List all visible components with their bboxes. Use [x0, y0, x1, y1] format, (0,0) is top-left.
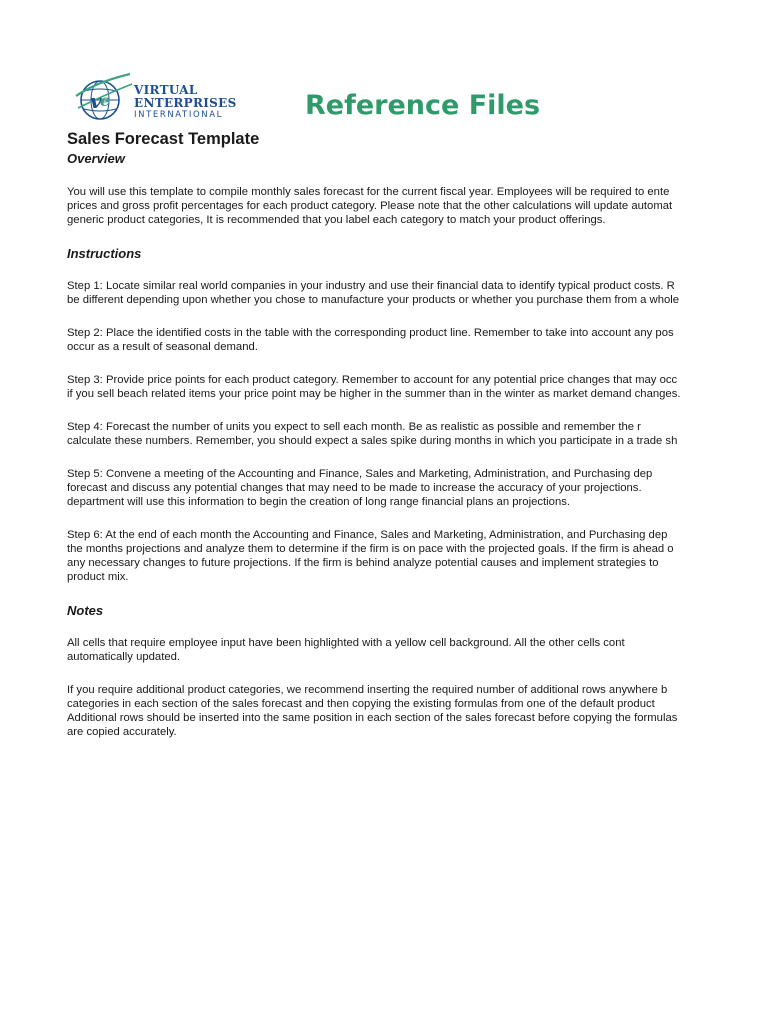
text-line: categories in each section of the sales forecast and then copying the existing formulas from one of the default product — [67, 698, 655, 710]
instructions-heading: Instructions — [67, 246, 142, 261]
vei-logo — [74, 70, 237, 126]
text-line: occur as a result of seasonal demand. — [67, 341, 258, 353]
text-line: product mix. — [67, 571, 129, 583]
overview-paragraph — [67, 185, 770, 227]
step-1-paragraph — [67, 279, 770, 307]
text-line: All cells that require employee input have been highlighted with a yellow cell background. All the other cells cont — [67, 637, 625, 649]
note-2-paragraph — [67, 683, 770, 739]
text-line: generic product categories, It is recommended that you label each category to match your product offerings. — [67, 214, 606, 226]
text-line: department will use this information to begin the creation of long range financial plans an projections. — [67, 496, 571, 508]
notes-heading: Notes — [67, 603, 104, 618]
step-3-paragraph — [67, 373, 770, 401]
logo-wordmark — [134, 84, 237, 120]
step-6-paragraph — [67, 528, 770, 584]
logo-line-3: INTERNATIONAL — [134, 110, 223, 120]
logo-line-1: VIRTUAL — [134, 83, 198, 97]
step-5-paragraph — [67, 467, 770, 509]
svg-text:e: e — [100, 91, 111, 110]
document-title: Sales Forecast Template — [67, 130, 260, 148]
svg-text:v: v — [90, 89, 102, 113]
text-line: forecast and discuss any potential changes that may need to be made to increase the accuracy of your projections. — [67, 482, 642, 494]
text-line: if you sell beach related items your price point may be higher in the summer than in the winter as market demand changes. — [67, 388, 681, 400]
text-line: You will use this template to compile monthly sales forecast for the current fiscal year. Employees will be required to ente — [67, 186, 670, 198]
text-line: be different depending upon whether you chose to manufacture your products or whether you purchase them from a whole — [67, 294, 680, 306]
overview-heading: Overview — [67, 151, 125, 166]
step-4-paragraph — [67, 420, 770, 448]
logo-line-2: ENTERPRISES — [134, 96, 237, 110]
document-body — [67, 128, 770, 739]
text-line: If you require additional product categories, we recommend inserting the required number of additional rows anywhere b — [67, 684, 668, 696]
text-line: Step 4: Forecast the number of units you expect to sell each month. Be as realistic as possible and remember the r — [67, 421, 641, 433]
text-line: Step 3: Provide price points for each product category. Remember to account for any potential price changes that may occ — [67, 374, 678, 386]
text-line: any necessary changes to future projections. If the firm is behind analyze potential causes and implement strategies to — [67, 557, 659, 569]
header — [0, 0, 770, 130]
text-line: calculate these numbers. Remember, you should expect a sales spike during months in which you participate in a trade sh — [67, 435, 678, 447]
banner-title: Reference Files — [305, 90, 541, 121]
text-line: prices and gross profit percentages for each product category. Please note that the other calculations will update automat — [67, 200, 673, 212]
text-line: Step 6: At the end of each month the Accounting and Finance, Sales and Marketing, Administration, and Purchasing dep — [67, 529, 668, 541]
step-2-paragraph — [67, 326, 770, 354]
text-line: the months projections and analyze them to determine if the firm is on pace with the projected goals. If the firm is ahead o — [67, 543, 674, 555]
note-1-paragraph — [67, 636, 770, 664]
text-line: automatically updated. — [67, 651, 181, 663]
text-line: Step 1: Locate similar real world companies in your industry and use their financial data to identify typical product costs. R — [67, 280, 675, 292]
text-line: Step 5: Convene a meeting of the Accounting and Finance, Sales and Marketing, Administration, and Purchasing dep — [67, 468, 653, 480]
text-line: are copied accurately. — [67, 726, 177, 738]
text-line: Additional rows should be inserted into the same position in each section of the sales forecast before copying the formulas — [67, 712, 678, 724]
globe-icon — [74, 70, 134, 126]
text-line: Step 2: Place the identified costs in the table with the corresponding product line. Remember to take into account any pos — [67, 327, 674, 339]
